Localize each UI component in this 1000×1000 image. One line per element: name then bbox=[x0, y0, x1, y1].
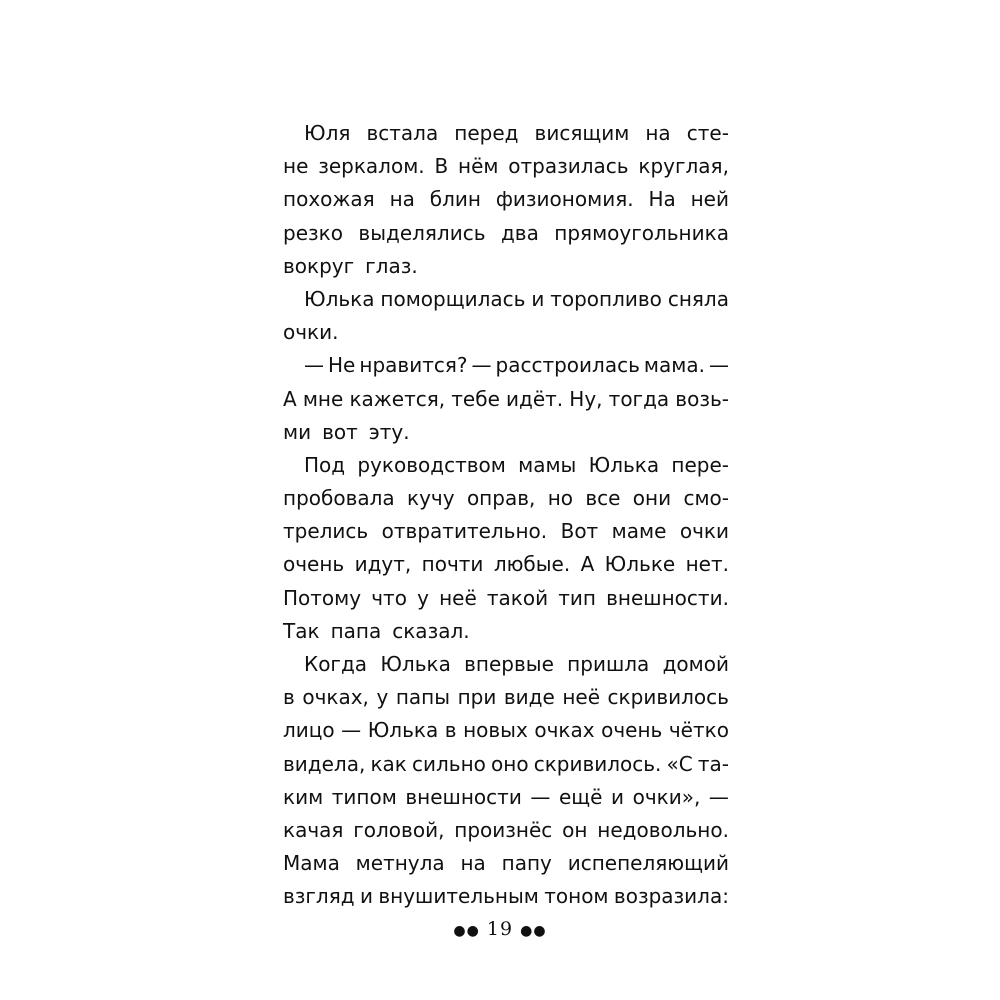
word: новых bbox=[463, 718, 528, 743]
word: Юлька bbox=[380, 652, 451, 676]
word: прямоугольника bbox=[554, 220, 729, 245]
text-line bbox=[283, 482, 729, 515]
word: в bbox=[444, 718, 457, 743]
word: блин bbox=[429, 187, 481, 212]
word: два bbox=[500, 220, 539, 245]
word: — bbox=[530, 784, 551, 809]
text-line bbox=[283, 117, 729, 150]
word: нет. bbox=[685, 552, 729, 577]
word: видела, bbox=[283, 751, 366, 776]
word: тебе bbox=[451, 386, 500, 411]
word: почти bbox=[421, 552, 484, 577]
word: вот bbox=[322, 419, 358, 444]
text-line bbox=[283, 648, 729, 681]
word: скривилось bbox=[607, 685, 729, 710]
word: испепеляющий bbox=[567, 851, 729, 876]
word: оправ, bbox=[466, 486, 536, 511]
text-line bbox=[283, 781, 729, 814]
word: — bbox=[471, 353, 492, 378]
word: что bbox=[371, 585, 407, 610]
text-line bbox=[283, 217, 729, 250]
page-number bbox=[0, 914, 1000, 946]
word: метнула bbox=[355, 851, 445, 876]
text-line bbox=[283, 615, 729, 648]
word: «С bbox=[666, 751, 693, 776]
word: ещё bbox=[558, 784, 603, 809]
text-line bbox=[283, 316, 729, 349]
word: круглая, bbox=[638, 154, 729, 179]
word: на bbox=[645, 121, 671, 145]
word: и bbox=[359, 884, 373, 909]
word: не bbox=[283, 154, 309, 179]
word: но bbox=[547, 486, 574, 511]
text-line bbox=[283, 250, 729, 283]
word: отразилась bbox=[508, 154, 629, 179]
text-line bbox=[283, 681, 729, 714]
word: На bbox=[648, 187, 676, 212]
body-text bbox=[283, 117, 729, 914]
word: он bbox=[562, 817, 588, 842]
word: внушительным bbox=[378, 884, 539, 909]
word: неё bbox=[439, 585, 477, 610]
word: внешности. bbox=[606, 585, 729, 610]
word: у bbox=[376, 685, 389, 710]
word: зеркалом. bbox=[318, 154, 425, 179]
word: смо- bbox=[683, 486, 729, 511]
word: Потому bbox=[283, 585, 362, 610]
word: в bbox=[283, 685, 295, 710]
word: папу bbox=[501, 851, 552, 876]
word: Под bbox=[304, 452, 346, 477]
word: чётко bbox=[668, 718, 729, 743]
word: пришла bbox=[567, 652, 650, 676]
page-number-dots-right: ●● bbox=[520, 923, 547, 939]
word: на bbox=[460, 851, 486, 876]
word: руководством bbox=[357, 452, 506, 477]
word: глаз. bbox=[365, 253, 418, 278]
word: и bbox=[531, 286, 545, 311]
word: ким bbox=[283, 784, 324, 809]
word: Юлька bbox=[304, 286, 375, 311]
text-line bbox=[283, 714, 729, 747]
word: пробовала bbox=[283, 486, 395, 511]
word: кажется, bbox=[349, 386, 446, 411]
word: любые. bbox=[493, 552, 571, 577]
word: очень bbox=[283, 552, 345, 577]
word: внешности bbox=[405, 784, 522, 809]
word: мамы bbox=[518, 452, 577, 477]
word: произнёс bbox=[454, 817, 553, 842]
text-line bbox=[283, 548, 729, 581]
word: Юля bbox=[304, 121, 351, 145]
text-line bbox=[283, 283, 729, 316]
word: папы bbox=[395, 685, 451, 710]
word: Мама bbox=[283, 851, 340, 876]
word: очках, bbox=[302, 685, 369, 710]
word: отвратительно. bbox=[381, 519, 548, 544]
word: маме bbox=[611, 519, 667, 544]
word: впервые bbox=[464, 652, 554, 676]
word: резко bbox=[283, 220, 343, 245]
word: и bbox=[611, 784, 625, 809]
word: оно bbox=[491, 751, 529, 776]
text-line bbox=[283, 416, 729, 449]
word: недовольно. bbox=[597, 817, 729, 842]
word: домой bbox=[662, 652, 729, 676]
text-line bbox=[283, 150, 729, 183]
word: А bbox=[283, 386, 297, 411]
word: очках bbox=[534, 718, 595, 743]
word: нравится? bbox=[359, 353, 468, 378]
word: лицо bbox=[283, 718, 335, 743]
text-line bbox=[283, 383, 729, 416]
word: мама. bbox=[643, 353, 705, 378]
word: — bbox=[708, 784, 729, 809]
word: взгляд bbox=[283, 884, 355, 909]
word: у bbox=[417, 585, 429, 610]
word: типом bbox=[331, 784, 397, 809]
word: — bbox=[304, 353, 324, 378]
word: Юльке bbox=[604, 552, 676, 577]
word: выделялись bbox=[358, 220, 486, 245]
word: тип bbox=[558, 585, 596, 610]
word: торопливо bbox=[550, 286, 662, 311]
word: очень bbox=[601, 718, 663, 743]
word: трелись bbox=[283, 519, 369, 544]
text-line bbox=[283, 880, 729, 913]
word: Когда bbox=[304, 652, 368, 676]
word: вокруг bbox=[283, 253, 355, 278]
word: идут, bbox=[354, 552, 412, 577]
word: скривилось. bbox=[533, 751, 662, 776]
word: неё bbox=[562, 685, 601, 710]
word: качая bbox=[283, 817, 344, 842]
word: ней bbox=[690, 187, 729, 212]
word: В bbox=[434, 154, 449, 179]
text-line bbox=[283, 748, 729, 781]
word: пере- bbox=[671, 452, 729, 477]
word: сняла bbox=[667, 286, 729, 311]
word: та- bbox=[697, 751, 729, 776]
word: перед bbox=[454, 121, 519, 145]
word: папа bbox=[330, 618, 382, 643]
word: Не bbox=[328, 353, 356, 378]
word: мне bbox=[302, 386, 344, 411]
word: при bbox=[457, 685, 497, 710]
word: сильно bbox=[412, 751, 486, 776]
word: Юлька bbox=[588, 452, 660, 477]
word: такой bbox=[486, 585, 549, 610]
word: расстроилась bbox=[495, 353, 640, 378]
word: физиономия. bbox=[495, 187, 634, 212]
text-line bbox=[283, 449, 729, 482]
word: кучу bbox=[407, 486, 455, 511]
word: встала bbox=[366, 121, 439, 145]
word: все bbox=[585, 486, 621, 511]
word: — bbox=[708, 353, 729, 378]
text-line bbox=[283, 847, 729, 880]
word: похожая bbox=[283, 187, 375, 212]
word: поморщилась bbox=[380, 286, 526, 311]
word: Ну, bbox=[569, 386, 603, 411]
word: тогда bbox=[608, 386, 670, 411]
word: Юлька bbox=[367, 718, 439, 743]
word: как bbox=[370, 751, 407, 776]
word: виде bbox=[503, 685, 555, 710]
word: очки. bbox=[283, 320, 339, 345]
text-line bbox=[283, 515, 729, 548]
text-line bbox=[283, 582, 729, 615]
word: сте- bbox=[686, 121, 729, 145]
word: возразила: bbox=[613, 884, 729, 909]
word: очки bbox=[679, 519, 729, 544]
page-number-value: 19 bbox=[486, 918, 514, 940]
word: очки», bbox=[632, 784, 701, 809]
text-line bbox=[283, 814, 729, 847]
word: А bbox=[580, 552, 595, 577]
word: висящим bbox=[534, 121, 630, 145]
text-line bbox=[283, 349, 729, 382]
word: сказал. bbox=[392, 618, 470, 643]
word: идёт. bbox=[506, 386, 564, 411]
page-number-dots-left: ●● bbox=[453, 923, 480, 939]
word: они bbox=[632, 486, 672, 511]
word: ми bbox=[283, 419, 312, 444]
word: тоном bbox=[544, 884, 609, 909]
word: эту. bbox=[368, 419, 410, 444]
word: — bbox=[341, 718, 362, 743]
text-line bbox=[283, 183, 729, 216]
word: нём bbox=[458, 154, 499, 179]
word: возь- bbox=[675, 386, 729, 411]
word: на bbox=[389, 187, 415, 212]
word: Вот bbox=[560, 519, 599, 544]
word: Так bbox=[283, 618, 320, 643]
word: головой, bbox=[353, 817, 445, 842]
